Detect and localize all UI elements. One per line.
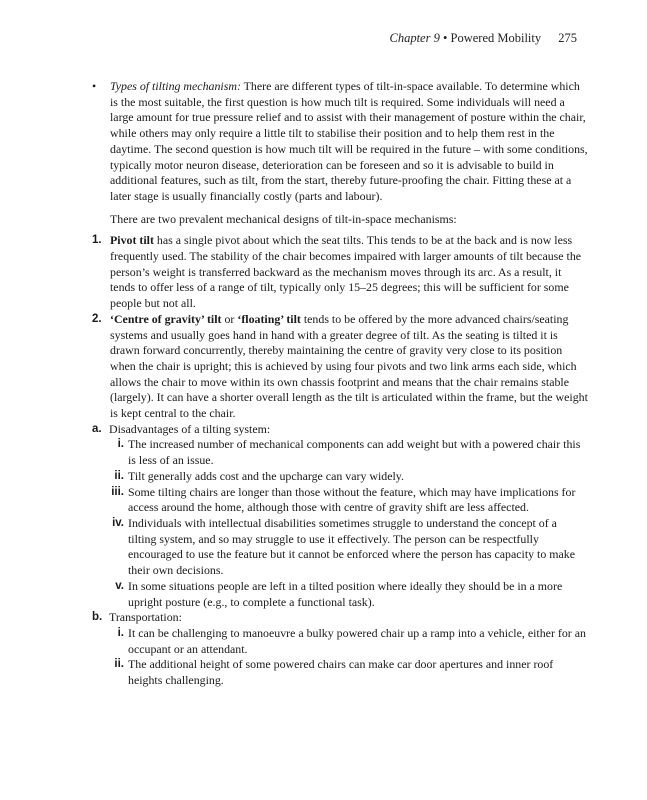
list-text: has a single pivot about which the seat tilts. This tends to be at the back and is now less frequently used. The stability of the chair becomes impaired with larger amounts of tilt because the person’s weight is transferred backward as the mechanism moves through its arc. As a result, it tends to offer less of a range of tilt, typically only 15–25 degrees; this will be sufficient for some people but not all.	[110, 233, 582, 311]
list-text: tends to be offered by the more advanced chairs/seating systems and usually goes hand in hand with a greater degree of tilt. As the seating is tilted it is drawn forward concurrently, thereby maintaining the centre of gravity very close to its position when the chair is upright; this is achieved by using four pivots and two link arms each side, which allows the chair to move within its own chassis footprint and means that the chair remains stable (largely). It can have a shorter overall length as the tilt is articulated within the frame, but the weight is kept central to the chair.	[110, 311, 588, 421]
sublist-a	[90, 422, 588, 438]
sublist-title: Disadvantages of a tilting system:	[109, 421, 271, 436]
roman-numeral: iv.	[112, 516, 124, 529]
sublist-letter: b.	[92, 611, 103, 624]
sublist-title: Transportation:	[109, 610, 182, 625]
chapter-label: Chapter 9	[389, 31, 440, 45]
sublist-letter: a.	[92, 422, 102, 435]
term-floating-tilt: ‘floating’ tilt	[237, 311, 301, 326]
roman-item	[90, 516, 588, 579]
roman-numeral: v.	[115, 579, 124, 592]
roman-item	[90, 485, 588, 516]
roman-item	[90, 657, 588, 688]
page-number: 275	[558, 31, 577, 45]
roman-item	[90, 626, 588, 657]
term-centre-of-gravity-tilt: ‘Centre of gravity’ tilt	[110, 311, 222, 326]
roman-text: Some tilting chairs are longer than those without the feature, which may have implications for access around the home, although those with centre of gravity shift are less affected.	[128, 484, 576, 515]
roman-numeral: i.	[117, 626, 124, 639]
roman-item	[90, 579, 588, 610]
roman-item	[90, 469, 588, 485]
roman-numeral: ii.	[114, 658, 124, 671]
roman-text: The increased number of mechanical components can add weight but with a powered chair this is less of an issue.	[128, 437, 581, 468]
bullet-paragraph	[90, 79, 588, 205]
bullet-colon: :	[236, 79, 241, 93]
sublist-b	[90, 610, 588, 626]
running-header	[390, 31, 578, 46]
intro-paragraph: There are two prevalent mechanical designs of tilt-in-space mechanisms:	[110, 211, 457, 226]
bullet-text: There are different types of tilt-in-space available. To determine which is the most suitable, the first question is how much tilt is required. Some individuals will need a large amount for true pressure relief and to assist with their management of posture within the chair, while others may only require a little tilt to stabilise their position and to help them rest in the daytime. The second question is how much tilt will be required in the future – with some conditions, typically motor neuron disease, deterioration can be foreseen and so it is advisable to build in additional features, such as tilt, from the start, thereby future-proofing the chair. Fitting these at a later stage is usually financially costly (parts and labour).	[110, 79, 588, 203]
roman-text: It can be challenging to manoeuvre a bulky powered chair up a ramp into a vehicle, either for an occupant or an attendant.	[128, 625, 586, 656]
term-pivot-tilt: Pivot tilt	[110, 233, 154, 248]
numbered-list	[90, 233, 588, 688]
list-number: 2.	[92, 312, 102, 325]
roman-text: Tilt generally adds cost and the upcharge can vary widely.	[128, 468, 404, 483]
list-item	[90, 312, 588, 422]
roman-numeral: iii.	[111, 485, 124, 498]
roman-text: In some situations people are left in a tilted position where ideally they should be in a more upright posture (e.g., to complete a functional task).	[128, 578, 563, 609]
roman-numeral: ii.	[114, 469, 124, 482]
roman-item	[90, 437, 588, 468]
section-title: Powered Mobility	[450, 31, 542, 45]
page-body	[90, 79, 588, 689]
roman-numeral: i.	[117, 438, 124, 451]
header-separator: •	[442, 31, 448, 45]
bullet-symbol: •	[92, 79, 97, 93]
bullet-lead: Types of tilting mechanism	[110, 79, 237, 93]
roman-text: The additional height of some powered chairs can make car door apertures and inner roof heights challenging.	[128, 657, 554, 688]
roman-text: Individuals with intellectual disabilities sometimes struggle to understand the concept of a tilting system, and so may struggle to use it effectively. The person can be respectfully encouraged to use the feature but it cannot be enforced where the person has capacity to make their own decisions.	[128, 515, 576, 578]
list-item	[90, 233, 588, 312]
list-number: 1.	[92, 234, 102, 247]
list-text-connector: or	[221, 311, 238, 326]
